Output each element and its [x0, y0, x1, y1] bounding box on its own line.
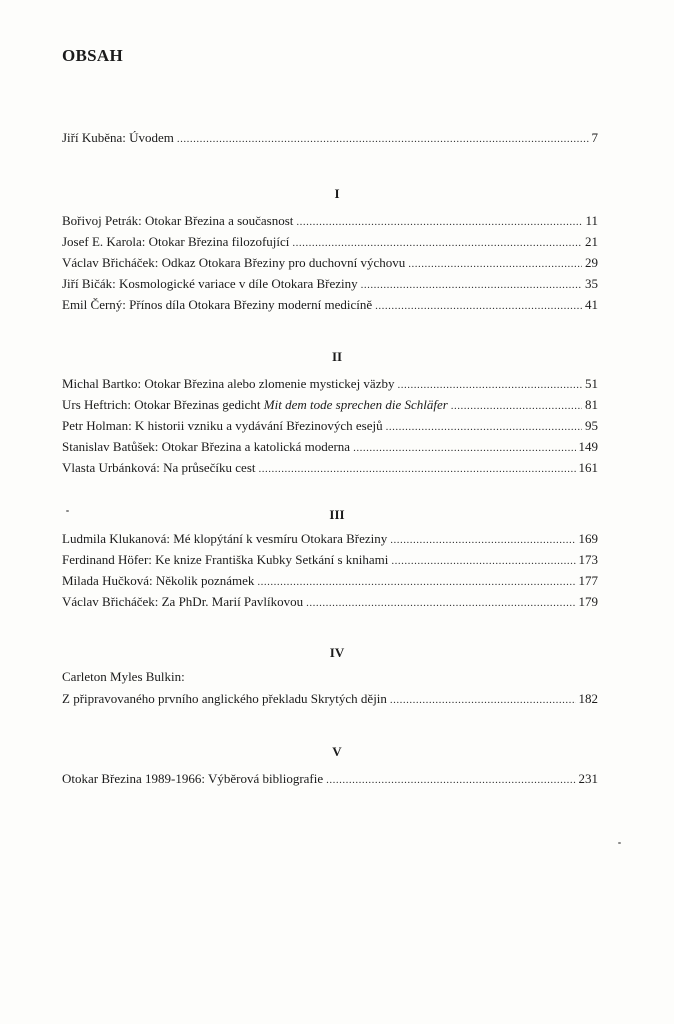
toc-entry-page: 173 — [578, 552, 598, 567]
toc-entry-title: Z připravovaného prvního anglického překladu Skrytých dějin — [62, 691, 387, 706]
scan-speck — [618, 842, 621, 844]
toc-entry-page: 161 — [578, 460, 598, 475]
section-heading-1: I — [334, 186, 340, 201]
toc-entry[interactable] — [62, 690, 598, 708]
dot-leader — [390, 691, 576, 709]
toc-entry[interactable] — [62, 530, 598, 548]
toc-entry-page: 81 — [585, 397, 598, 412]
toc-entry-page: 35 — [585, 276, 598, 291]
toc-entry-title: Ludmila Klukanová: Mé klopýtání k vesmíru Otokara Březiny — [62, 531, 388, 546]
toc-entry[interactable] — [62, 551, 598, 569]
toc-entry[interactable] — [62, 438, 598, 456]
toc-entry-title: Vlasta Urbánková: Na průsečíku cest — [62, 460, 256, 475]
toc-entry[interactable] — [62, 275, 598, 293]
dot-leader — [361, 276, 582, 294]
toc-entry-page: 41 — [585, 297, 598, 312]
toc-entry-page: 149 — [578, 439, 598, 454]
toc-entry-page: 177 — [578, 573, 598, 588]
toc-entry-title: Michal Bartko: Otokar Březina alebo zlomenie mystickej väzby — [62, 376, 395, 391]
dot-leader — [375, 297, 582, 315]
section-heading-2: II — [331, 349, 343, 364]
toc-entry-page: 21 — [585, 234, 598, 249]
toc-entry-title — [62, 396, 448, 414]
dot-leader — [306, 594, 575, 612]
toc-entry-title: Emil Černý: Přínos díla Otokara Březiny moderní medicíně — [62, 297, 373, 312]
toc-author-line: Carleton Myles Bulkin: — [62, 669, 185, 684]
toc-entry[interactable] — [62, 770, 598, 788]
dot-leader — [353, 439, 575, 457]
toc-entry-title: Josef E. Karola: Otokar Březina filozofující — [62, 234, 290, 249]
dot-leader — [390, 531, 575, 549]
dot-leader — [177, 130, 589, 148]
toc-entry[interactable] — [62, 296, 598, 314]
toc-entry-page: 169 — [578, 531, 598, 546]
dot-leader — [296, 213, 582, 231]
toc-entry-title: Petr Holman: K historii vzniku a vydávání Březinových esejů — [62, 418, 383, 433]
toc-entry-page: 11 — [585, 213, 598, 228]
toc-entry-page: 179 — [578, 594, 598, 609]
toc-entry-page: 7 — [591, 130, 598, 145]
dot-leader — [326, 771, 575, 789]
toc-entry-title: Václav Břicháček: Odkaz Otokara Březiny pro duchovní výchovu — [62, 255, 406, 270]
toc-entry-page: 29 — [585, 255, 598, 270]
toc-entry-title: Jiří Bičák: Kosmologické variace v díle Otokara Březiny — [62, 276, 358, 291]
dot-leader — [292, 234, 582, 252]
toc-entry-page: 95 — [585, 418, 598, 433]
toc-entry[interactable] — [62, 459, 598, 477]
section-heading-3: III — [329, 507, 345, 522]
toc-entry[interactable] — [62, 396, 598, 414]
toc-entry[interactable] — [62, 375, 598, 393]
dot-leader — [397, 376, 582, 394]
toc-entry-page: 51 — [585, 376, 598, 391]
toc-entry-title: Stanislav Batůšek: Otokar Březina a katolická moderna — [62, 439, 351, 454]
dot-leader — [451, 397, 582, 415]
toc-entry-page: 182 — [578, 691, 598, 706]
dot-leader — [408, 255, 582, 273]
toc-entry-title: Václav Břicháček: Za PhDr. Marií Pavlíkovou — [62, 594, 304, 609]
toc-entry-page: 231 — [578, 771, 598, 786]
toc-entry[interactable] — [62, 254, 598, 272]
toc-entry-title: Bořivoj Petrák: Otokar Březina a současnost — [62, 213, 294, 228]
toc-entry-title: Otokar Březina 1989-1966: Výběrová bibliografie — [62, 771, 324, 786]
toc-entry[interactable] — [62, 593, 598, 611]
toc-entry[interactable] — [62, 233, 598, 251]
toc-entry-intro[interactable] — [62, 129, 598, 147]
section-heading-4: IV — [329, 645, 345, 660]
toc-entry[interactable] — [62, 417, 598, 435]
toc-entry[interactable] — [62, 212, 598, 230]
toc-entry-title-main: Urs Heftrich: Otokar Březinas gedicht — [62, 397, 264, 412]
toc-entry-title: Jiří Kuběna: Úvodem — [62, 130, 174, 145]
section-heading-5: V — [332, 744, 342, 759]
toc-entry-title: Ferdinand Höfer: Ke knize Františka Kubky Setkání s knihami — [62, 552, 389, 567]
toc-entry-title: Milada Hučková: Několik poznámek — [62, 573, 255, 588]
dot-leader — [257, 573, 575, 591]
dot-leader — [386, 418, 582, 436]
toc-entry-title-italic: Mit dem tode sprechen die Schläfer — [263, 397, 448, 412]
page-title: OBSAH — [62, 46, 124, 65]
dot-leader — [391, 552, 575, 570]
dot-leader — [259, 460, 576, 478]
toc-entry[interactable] — [62, 572, 598, 590]
